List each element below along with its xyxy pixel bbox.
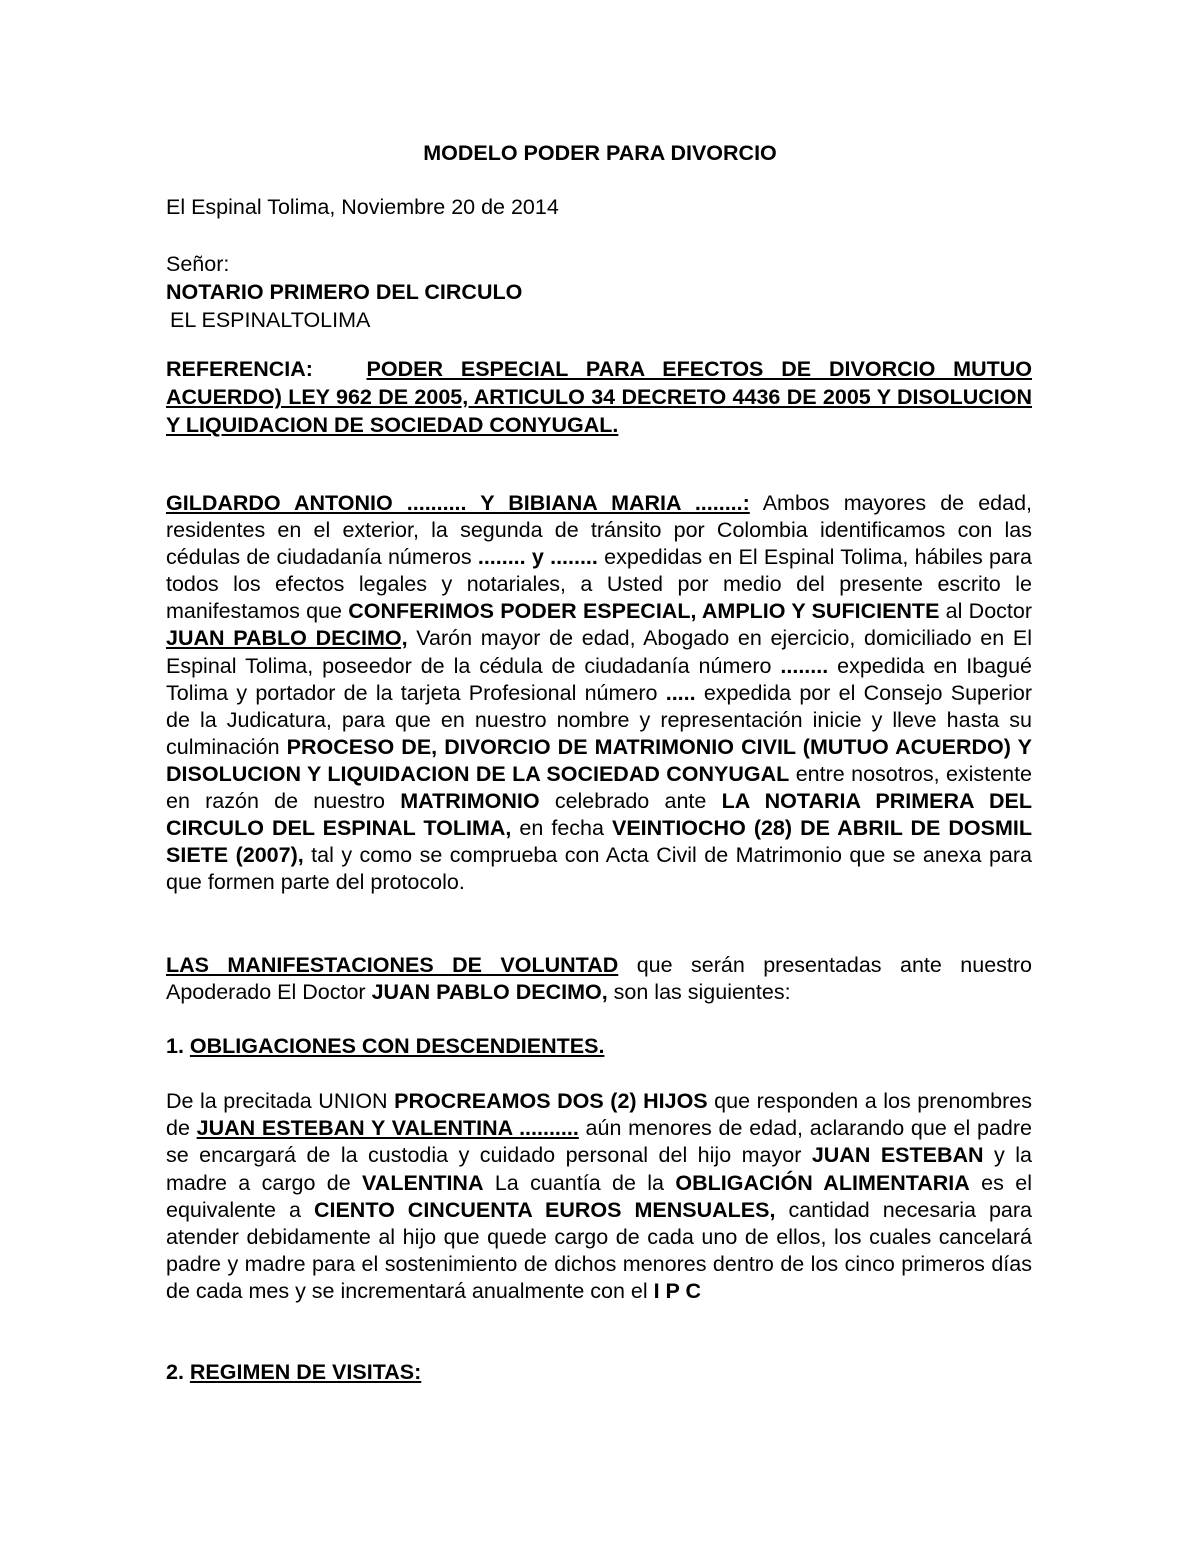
children-count: PROCREAMOS DOS (2) HIJOS [394, 1089, 708, 1113]
body-text-6: expedida por el Consejo Superior de la Judicatura, para que en nuestro nombre y representación inicie y lleve hasta su culminación [166, 680, 1033, 759]
document-title: MODELO PODER PARA DIVORCIO [423, 141, 777, 165]
addressee-block [166, 250, 1032, 334]
id-number-1: ........ [477, 545, 526, 570]
salutation: Señor: [166, 252, 230, 276]
obligations-text-3: aún menores de edad, aclarando que el padre se encargará de la custodia y cuidado personal del hijo mayor [166, 1116, 1032, 1168]
manifestations-lawyer: JUAN PABLO DECIMO, [371, 980, 608, 1004]
obligations-text-7: cantidad necesaria para atender debidamente al hijo que quede cargo de cada uno de ellos, los cuales cancelará padre y madre para el sostenimiento de dichos menores dentro de los cinco primeros días de cada mes y se incrementará anualmente con el [166, 1197, 1032, 1304]
body-text-2: expedidas en El Espinal Tolima, hábiles para todos los efectos legales y notariales, a Usted por medio del presente escrito le manifestamos que [166, 545, 1033, 624]
body-text-4: Varón mayor de edad, Abogado en ejercicio, domiciliado en El Espinal Tolima, poseedor de la cédula de ciudadanía número [166, 626, 1032, 678]
obligations-text-6: es el equivalente a [166, 1170, 1032, 1222]
obligations-text-1: De la precitada UNION [166, 1089, 395, 1113]
section-2-number: 2. [166, 1360, 190, 1384]
marriage-date: VEINTIOCHO (28) DE ABRIL DE DOSMIL SIETE (2007), [166, 816, 1032, 868]
body-text-10: tal y como se comprueba con Acta Civil de Matrimonio que se anexa para que formen parte del protocolo. [166, 843, 1032, 895]
lawyer-id-number: ........ [780, 653, 829, 678]
alimony-comma: , [769, 1197, 776, 1222]
parties-names: GILDARDO ANTONIO .......... Y BIBIANA MARIA ........: [166, 491, 750, 515]
body-text-8: celebrado ante [539, 789, 722, 814]
section-2-title: REGIMEN DE VISITAS: [189, 1360, 422, 1384]
section-1-title: OBLIGACIONES CON DESCENDIENTES. [189, 1034, 605, 1058]
obligations-text-5: La cuantía de la [483, 1170, 676, 1195]
reference-label: REFERENCIA: [166, 357, 313, 381]
child-juan-esteban: JUAN ESTEBAN [811, 1143, 984, 1168]
ipc-index: I P C [653, 1279, 702, 1304]
professional-card-number: ..... [665, 680, 696, 705]
child-valentina: VALENTINA [362, 1170, 484, 1195]
power-of-attorney-paragraph [166, 490, 1032, 896]
addressee-place: EL ESPINALTOLIMA [170, 308, 371, 332]
lawyer-name: JUAN PABLO DECIMO, [166, 626, 408, 651]
document-date: El Espinal Tolima, Noviembre 20 de 2014 [166, 195, 559, 219]
marriage-word: MATRIMONIO [400, 789, 540, 814]
alimony-amount: CIENTO CINCUENTA EUROS MENSUALES [313, 1197, 770, 1222]
alimony-obligation: OBLIGACIÓN ALIMENTARIA [675, 1170, 970, 1195]
reference-text: PODER ESPECIAL PARA EFECTOS DE DIVORCIO MUTUO ACUERDO) LEY 962 DE 2005, ARTICULO 34 DECRETO 4436 DE 2005 Y DISOLUCION Y LIQUIDACION DE SOCIEDAD CONYUGAL. [166, 357, 1033, 437]
manifestations-heading: LAS MANIFESTACIONES DE VOLUNTAD [166, 953, 619, 977]
process-description: PROCESO DE, DIVORCIO DE MATRIMONIO CIVIL (MUTUO ACUERDO) Y DISOLUCION Y LIQUIDACION DE LA SOCIEDAD CONYUGAL [166, 734, 1033, 786]
id-number-2: ........ [550, 545, 598, 570]
section-1-number: 1. [166, 1034, 190, 1058]
body-text-7: entre nosotros, existente en razón de nuestro [166, 761, 1033, 814]
reference-block [166, 355, 1032, 439]
children-names: JUAN ESTEBAN Y VALENTINA .......... [196, 1116, 579, 1141]
body-text-5: expedida en Ibagué Tolima y portador de la tarjeta Profesional número [166, 653, 1032, 705]
notary-office: LA NOTARIA PRIMERA DEL CIRCULO DEL ESPINAL TOLIMA, [166, 789, 1033, 841]
section-1-heading [166, 1034, 1032, 1059]
obligations-text-2: que responden a los prenombres de [166, 1089, 1033, 1141]
addressee-name: NOTARIO PRIMERO DEL CIRCULO [166, 280, 523, 304]
conjunction: y [525, 545, 551, 570]
body-text-3: al Doctor [939, 599, 1032, 624]
obligations-text-4: y la madre a cargo de [166, 1143, 1032, 1195]
body-text-1: Ambos mayores de edad, residentes en el exterior, la segunda de tránsito por Colombia identificamos con las cédulas de ciudadanía números [166, 491, 1033, 570]
power-grant: CONFERIMOS PODER ESPECIAL, AMPLIO Y SUFICIENTE [348, 599, 940, 624]
manifestations-paragraph [166, 952, 1032, 1006]
obligations-paragraph [166, 1088, 1032, 1306]
manifestations-text-1: que serán presentadas ante nuestro Apoderado El Doctor [166, 953, 1032, 1004]
manifestations-text-2: son las siguientes: [607, 980, 791, 1004]
section-2-heading [166, 1360, 1032, 1385]
body-text-9: en fecha [511, 816, 612, 841]
